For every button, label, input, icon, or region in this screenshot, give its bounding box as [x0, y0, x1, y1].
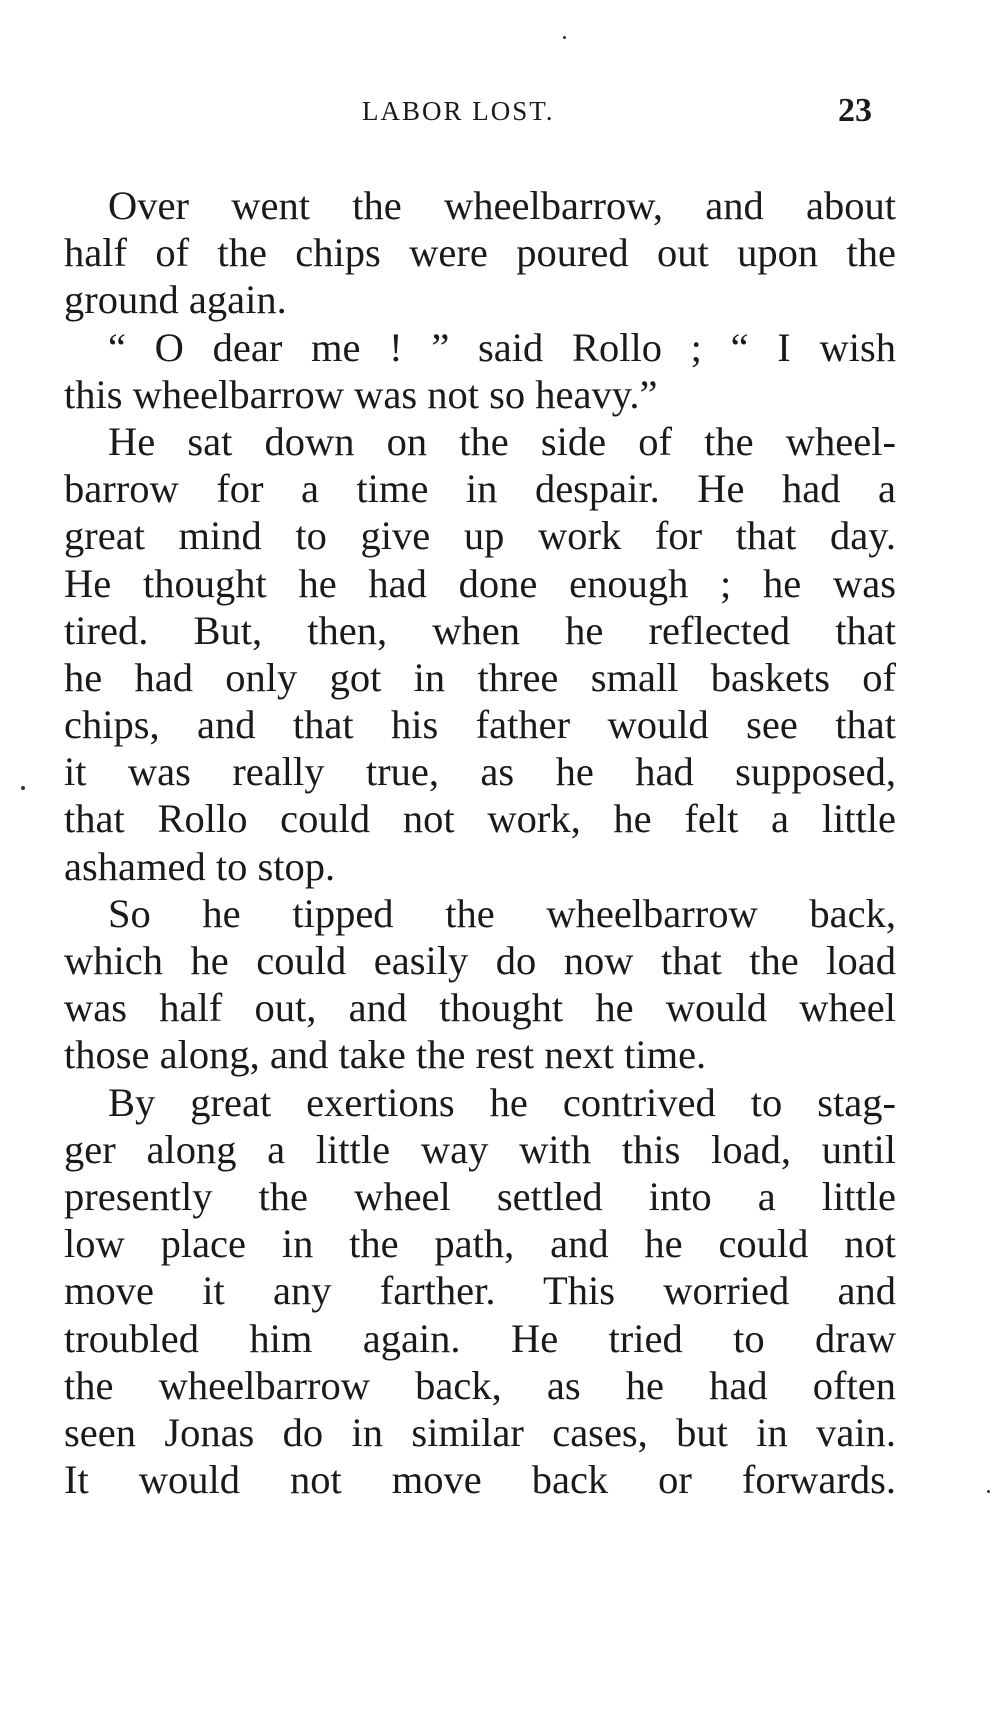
- text-line: the wheelbarrow back, as he had often: [64, 1362, 896, 1408]
- text-line: chips, and that his father would see that: [64, 702, 896, 748]
- text-line: He sat down on the side of the wheel-: [108, 418, 896, 464]
- text-line: he had only got in three small baskets of: [64, 654, 896, 700]
- page-number: 23: [838, 92, 872, 129]
- text-line: was half out, and thought he would wheel: [64, 985, 896, 1031]
- text-line: By great exertions he contrived to stag-: [108, 1079, 896, 1125]
- text-line: seen Jonas do in similar cases, but in vain.: [64, 1409, 896, 1455]
- text-line: move it any farther. This worried and: [64, 1268, 896, 1314]
- page-header: [0, 92, 992, 136]
- text-line: this wheelbarrow was not so heavy.”: [64, 371, 658, 417]
- text-line: low place in the path, and he could not: [64, 1221, 896, 1267]
- scan-speck: [563, 36, 566, 39]
- text-line: It would not move back or forwards.: [64, 1457, 896, 1503]
- text-line: presently the wheel settled into a little: [64, 1173, 896, 1219]
- text-line: it was really true, as he had supposed,: [64, 749, 896, 795]
- text-line: tired. But, then, when he reflected that: [64, 607, 896, 653]
- text-line: that Rollo could not work, he felt a little: [64, 796, 896, 842]
- text-line: Over went the wheelbarrow, and about: [108, 183, 896, 228]
- text-line: barrow for a time in despair. He had a: [64, 466, 896, 512]
- running-title: LABOR LOST.: [362, 96, 555, 126]
- scan-speck: [21, 786, 25, 790]
- scan-speck: [987, 1490, 990, 1493]
- text-line: He thought he had done enough ; he was: [64, 560, 896, 606]
- text-line: which he could easily do now that the load: [64, 938, 896, 983]
- text-line: So he tipped the wheelbarrow back,: [108, 890, 896, 936]
- text-line: those along, and take the rest next time.: [64, 1032, 707, 1078]
- text-line: half of the chips were poured out upon the: [64, 230, 896, 276]
- text-line: ger along a little way with this load, until: [64, 1126, 896, 1172]
- text-line: “ O dear me ! ” said Rollo ; “ I wish: [108, 324, 896, 370]
- body-text: [64, 182, 896, 1503]
- text-line: troubled him again. He tried to draw: [64, 1315, 896, 1361]
- text-line: ashamed to stop.: [64, 843, 336, 889]
- text-line: great mind to give up work for that day.: [64, 513, 896, 559]
- text-line: ground again.: [64, 277, 287, 323]
